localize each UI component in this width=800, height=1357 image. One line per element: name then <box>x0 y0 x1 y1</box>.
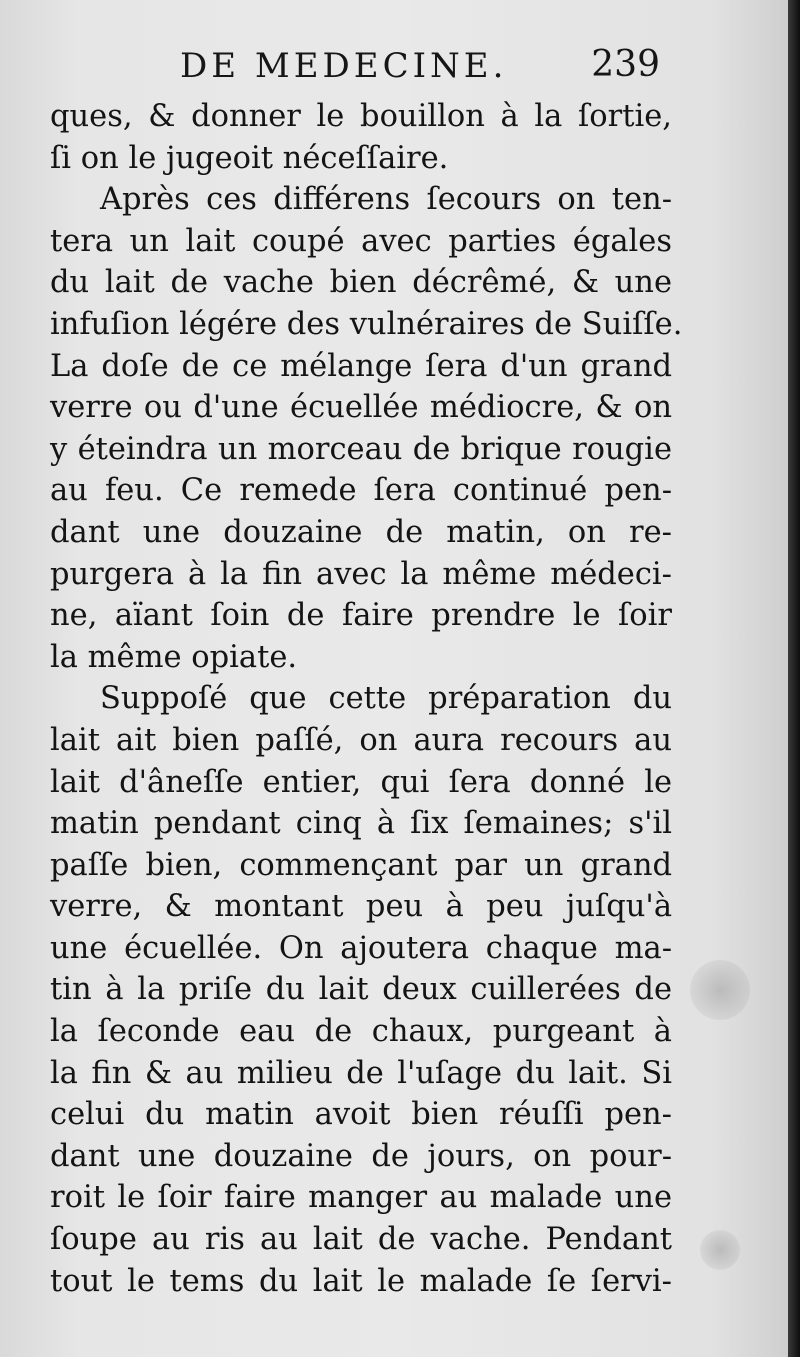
text-line: ne, aïant ſoin de faire prendre le ſoir <box>50 598 672 634</box>
text-line: verre, & montant peu à peu juſqu'à <box>50 889 672 925</box>
text-line: dant une douzaine de matin, on re- <box>50 514 672 550</box>
text-line: y éteindra un morceau de brique rougie <box>50 431 672 467</box>
text-line: lait d'âneſſe entier, qui ſera donné le <box>50 764 672 800</box>
text-line: ſi on le jugeoit néceſſaire. <box>50 140 449 176</box>
text-line: purgera à la fin avec la même médeci- <box>50 556 672 592</box>
text-line: celui du matin avoit bien réuſſi pen- <box>50 1097 672 1133</box>
text-line: la fin & au milieu de l'uſage du lait. Si <box>50 1055 672 1091</box>
text-line: Après ces différens ſecours on ten- <box>100 182 672 218</box>
text-line: une écuellée. On ajoutera chaque ma- <box>50 930 672 966</box>
text-line: la ſeconde eau de chaux, purgeant à <box>50 1014 672 1050</box>
page-number: 239 <box>591 44 660 85</box>
text-line: du lait de vache bien décrêmé, & une <box>50 265 672 301</box>
text-line: tera un lait coupé avec parties égales <box>50 223 672 259</box>
text-line: tout le tems du lait le malade ſe ſervi- <box>50 1263 672 1299</box>
text-line: paſſe bien, commençant par un grand <box>50 847 672 883</box>
text-line: Suppoſé que cette préparation du <box>100 681 672 717</box>
text-line: La doſe de ce mélange ſera d'un grand <box>50 348 672 384</box>
paper-stain <box>690 960 750 1020</box>
page-edge-shadow <box>788 0 800 1357</box>
page-header <box>180 44 660 94</box>
text-line: lait ait bien paſſé, on aura recours au <box>50 722 672 758</box>
text-line: infuſion légére des vulnéraires de Suiſſe. <box>50 306 683 342</box>
text-line: dant une douzaine de jours, on pour- <box>50 1138 672 1174</box>
text-line: roit le ſoir faire manger au malade une <box>50 1180 672 1216</box>
paper-stain <box>700 1230 740 1270</box>
text-line: la même opiate. <box>50 639 298 675</box>
text-line: verre ou d'une écuellée médiocre, & on <box>50 390 672 426</box>
text-line: matin pendant cinq à ſix ſemaines; s'il <box>50 806 672 842</box>
text-line: ques, & donner le bouillon à la ſortie, <box>50 99 672 134</box>
text-line: tin à la priſe du lait deux cuillerées de <box>50 972 672 1008</box>
text-line: ſoupe au ris au lait de vache. Pendant <box>50 1222 672 1258</box>
running-title: DE MEDECINE. <box>180 46 508 86</box>
page-text <box>50 96 683 1302</box>
text-line: au feu. Ce remede ſera continué pen- <box>50 473 672 509</box>
